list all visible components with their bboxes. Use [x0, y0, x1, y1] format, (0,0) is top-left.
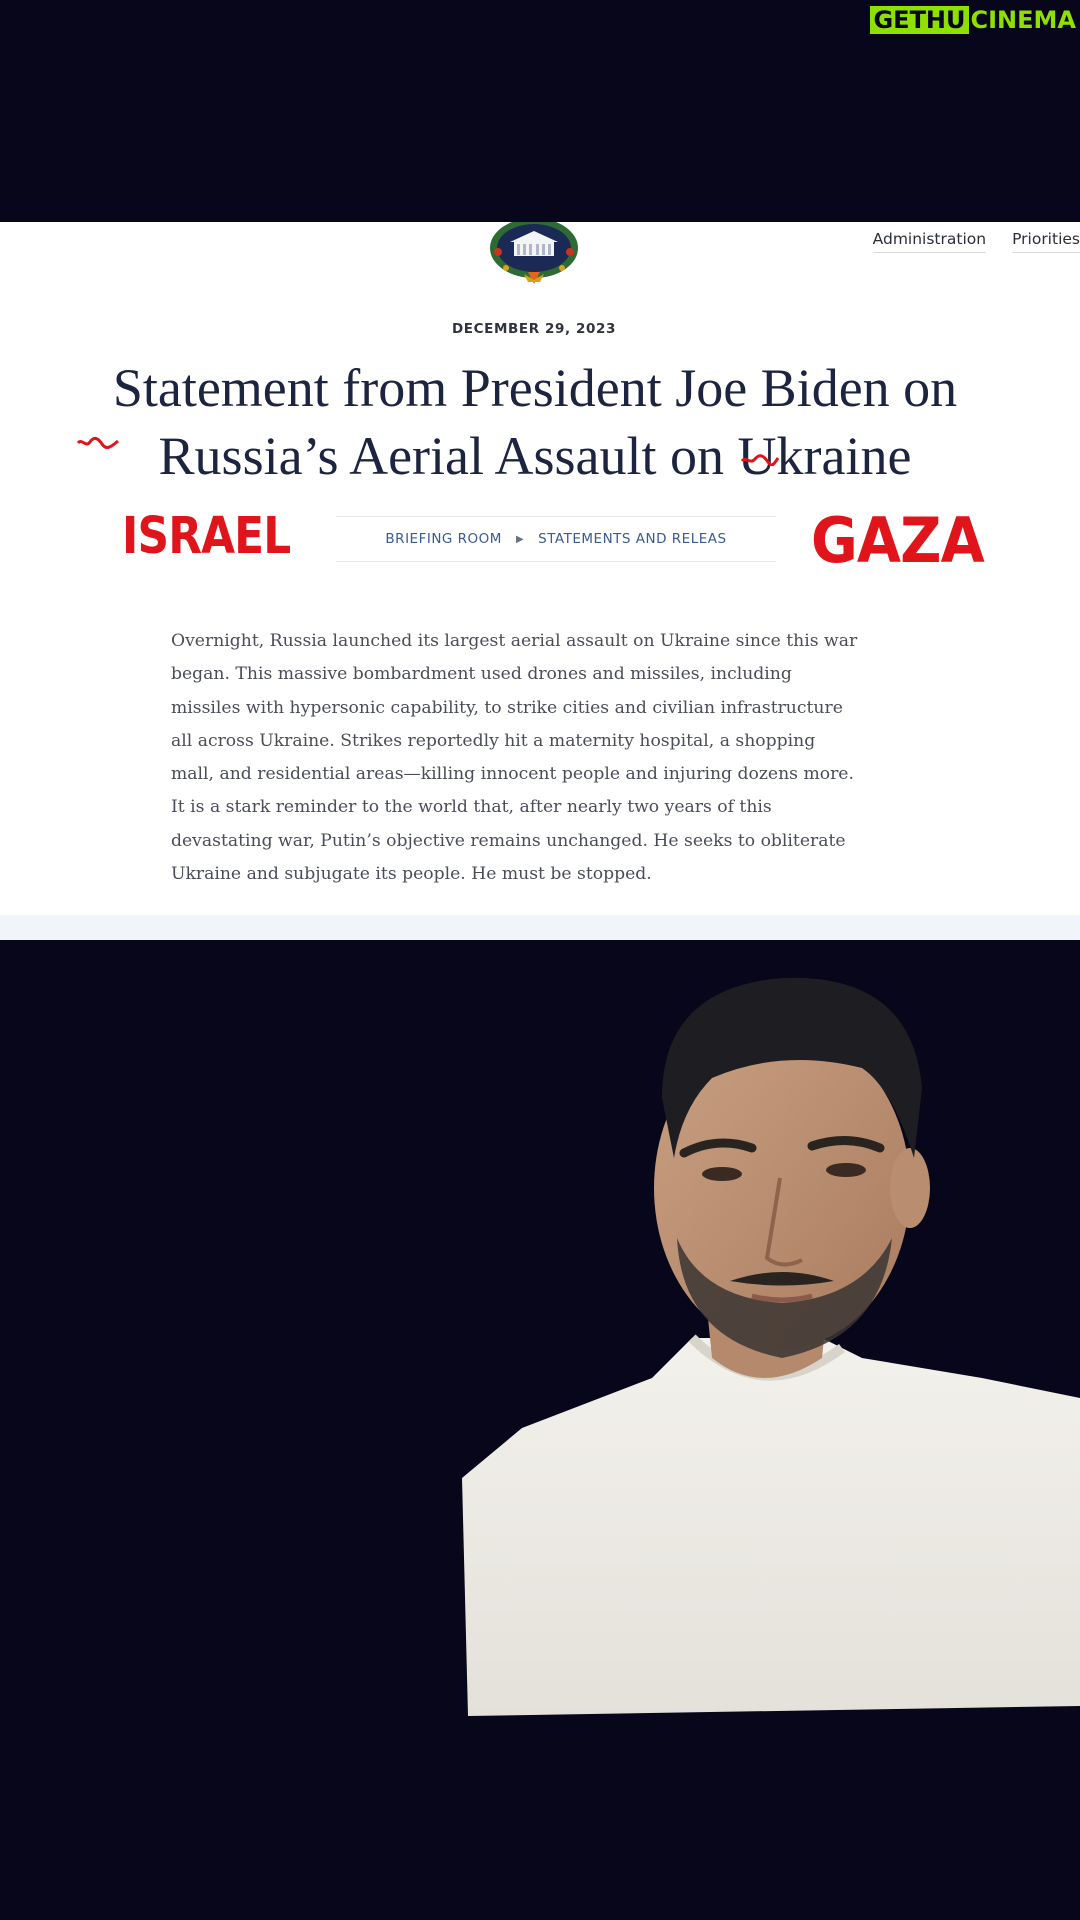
body-line: missiles with hypersonic capability, to strike cities and civilian infrastructure [171, 697, 843, 718]
watermark-part2: CINEMA [970, 6, 1076, 34]
red-strike-mark-left [76, 436, 120, 450]
chevron-right-icon: ▶ [515, 533, 525, 545]
body-line: Overnight, Russia launched its largest aerial assault on Ukraine since this war [171, 631, 858, 651]
statement-date: DECEMBER 29, 2023 [452, 321, 616, 337]
title-line-1: Statement from President Joe Biden on [112, 358, 958, 418]
channel-watermark [870, 6, 1076, 34]
nav-administration[interactable]: Administration [873, 230, 986, 253]
statement-title [20, 354, 1050, 490]
title-line-2: Russia’s Aerial Assault on Ukraine [158, 426, 912, 486]
breadcrumb [336, 516, 776, 562]
presenter-cutout [462, 938, 1080, 1720]
body-line: Ukraine and subjugate its people. He must be stopped. [171, 864, 652, 885]
breadcrumb-briefing-room[interactable]: BRIEFING ROOM [385, 531, 502, 547]
body-line: began. This massive bombardment used drones and missiles, including [171, 664, 792, 685]
overlay-word-israel: ISRAEL [122, 507, 291, 566]
overlay-word-gaza: GAZA [811, 504, 984, 577]
white-house-seal-icon [488, 222, 580, 286]
body-line: all across Ukraine. Strikes reportedly hit a maternity hospital, a shopping [171, 730, 816, 751]
body-line: It is a stark reminder to the world that, after nearly two years of this [171, 797, 772, 818]
body-line: mall, and residential areas—killing innocent people and injuring dozens more. [171, 764, 854, 785]
red-strike-mark-right [740, 454, 780, 466]
body-line: devastating war, Putin’s objective remains unchanged. He seeks to obliterate [171, 830, 846, 851]
watermark-part1: GETHU [870, 6, 968, 34]
page-footer-strip [0, 915, 1080, 940]
statement-body [171, 625, 906, 891]
nav-priorities[interactable]: Priorities [1012, 230, 1080, 253]
top-navigation [873, 230, 1080, 253]
webpage-screenshot [0, 222, 1080, 940]
breadcrumb-statements[interactable]: STATEMENTS AND RELEAS [538, 531, 727, 547]
